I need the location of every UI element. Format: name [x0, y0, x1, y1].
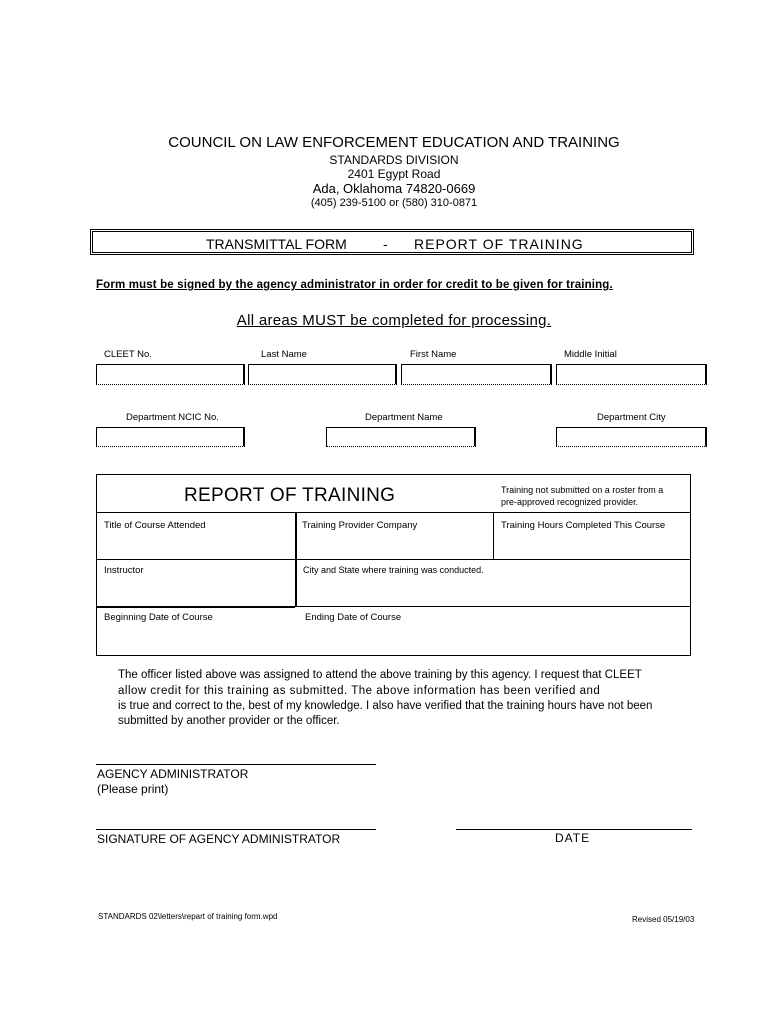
- certification-line2: allow credit for this training as submitted. The above information has been verified and: [118, 685, 601, 697]
- end-date-label: Ending Date of Course: [305, 612, 402, 623]
- dept-ncic-field[interactable]: [96, 427, 245, 447]
- admin-name-line[interactable]: [96, 764, 376, 765]
- report-divider-1: [96, 512, 691, 513]
- report-divider-2: [96, 559, 691, 560]
- street-address: 2401 Egypt Road: [347, 167, 441, 181]
- city-address: Ada, Oklahoma 74820-0669: [312, 181, 476, 196]
- last-name-label: Last Name: [261, 349, 307, 360]
- signature-line[interactable]: [96, 829, 376, 830]
- course-title-label: Title of Course Attended: [104, 520, 206, 531]
- division-name: STANDARDS DIVISION: [329, 153, 459, 167]
- date-label: DATE: [555, 831, 591, 845]
- report-vdivider-1: [295, 512, 297, 607]
- dept-name-field[interactable]: [326, 427, 476, 447]
- transmittal-title: TRANSMITTAL FORM: [206, 236, 347, 252]
- hours-label: Training Hours Completed This Course: [501, 520, 666, 531]
- dept-name-label: Department Name: [365, 412, 443, 423]
- date-line[interactable]: [456, 829, 692, 830]
- admin-sub-label: (Please print): [97, 782, 169, 796]
- report-note-line1: Training not submitted on a roster from a: [501, 485, 664, 495]
- admin-label: AGENCY ADMINISTRATOR: [97, 767, 249, 781]
- first-name-label: First Name: [410, 349, 457, 360]
- transmittal-box: [90, 229, 694, 255]
- revised-date: Revised 05/19/03: [632, 915, 695, 924]
- report-note-line2: pre-approved recognized provider.: [501, 497, 639, 507]
- instructor-label: Instructor: [104, 565, 144, 576]
- dept-city-label: Department City: [597, 412, 666, 423]
- middle-initial-label: Middle Initial: [564, 349, 617, 360]
- certification-line4: submitted by another provider or the officer.: [118, 715, 340, 727]
- signature-label: SIGNATURE OF AGENCY ADMINISTRATOR: [97, 832, 341, 846]
- certification-line1: The officer listed above was assigned to attend the above training by this agency. I request that CLEET: [118, 669, 642, 681]
- city-state-label: City and State where training was conducted.: [303, 565, 484, 575]
- middle-initial-field[interactable]: [556, 364, 707, 385]
- signature-notice: Form must be signed by the agency administrator in order for credit to be given for training.: [96, 279, 613, 291]
- cleet-no-field[interactable]: [96, 364, 245, 385]
- begin-date-label: Beginning Date of Course: [104, 612, 213, 623]
- completion-notice: All areas MUST be completed for processing.: [236, 312, 552, 329]
- file-path: STANDARDS 02\letters\repart of training form.wpd: [98, 912, 278, 921]
- report-vdivider-2: [493, 512, 494, 559]
- report-divider-3b: [295, 606, 691, 607]
- provider-label: Training Provider Company: [302, 520, 418, 531]
- transmittal-dash: -: [383, 236, 388, 252]
- report-divider-3a: [96, 606, 295, 608]
- phone-numbers: (405) 239-5100 or (580) 310-0871: [310, 197, 478, 209]
- transmittal-subtitle: REPORT OF TRAINING: [414, 236, 584, 252]
- dept-ncic-label: Department NCIC No.: [126, 412, 219, 423]
- agency-title: COUNCIL ON LAW ENFORCEMENT EDUCATION AND TRAINING: [168, 134, 620, 151]
- dept-city-field[interactable]: [556, 427, 707, 447]
- cleet-no-label: CLEET No.: [104, 349, 152, 360]
- certification-line3: is true and correct to the, best of my knowledge. I also have verified that the training hours have not been: [118, 700, 653, 712]
- last-name-field[interactable]: [248, 364, 397, 385]
- first-name-field[interactable]: [401, 364, 552, 385]
- report-title: REPORT OF TRAINING: [184, 485, 396, 506]
- report-note: [501, 484, 691, 508]
